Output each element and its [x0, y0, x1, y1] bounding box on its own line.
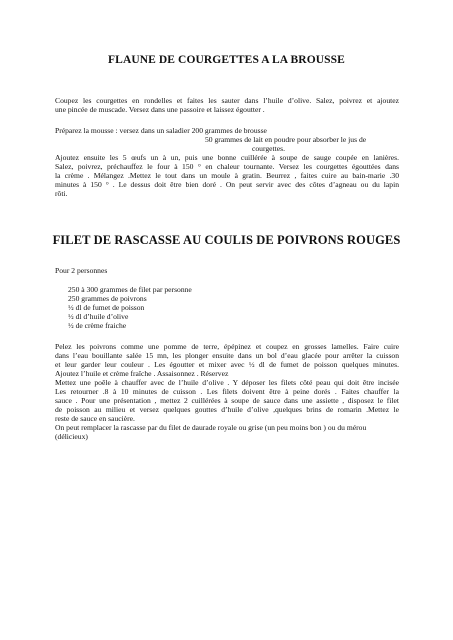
- recipe1-line: courgettes.: [252, 144, 285, 153]
- recipe1-line: rôti.: [55, 189, 68, 198]
- recipe2-line: Ajoutez l’huile et crème fraîche . Assaisonnez . Réservez: [55, 369, 229, 378]
- recipe1-line: Salez, poivrez, préchauffez le four à 150 ° en chaleur tournante. Versez les courgettes égouttées dans: [55, 162, 399, 171]
- recipe1-line: minutes à 150 ° . Le dessus doit être bien doré . On peut servir avec des côtes d’agneau ou du lapin: [55, 180, 399, 189]
- recipe-title-flaune: FLAUNE DE COURGETTES A LA BROUSSE: [108, 54, 345, 66]
- recipe2-line: (délicieux): [55, 432, 88, 441]
- recipe1-line: la crème . Mélangez .Mettez le tout dans un moule à gratin. Beurrez , faites cuire au bain-marie .30: [55, 171, 399, 180]
- recipe1-line: Préparez la mousse : versez dans un saladier 200 grammes de brousse: [55, 126, 267, 135]
- recipe2-line: Pelez les poivrons comme une pomme de terre, épépinez et coupez en grosses lamelles. Faire cuire: [55, 342, 399, 351]
- ingredient-item: ½ dl de fumet de poisson: [68, 303, 145, 312]
- ingredient-item: 250 grammes de poivrons: [68, 294, 147, 303]
- recipe1-line: Coupez les courgettes en rondelles et faites les sauter dans l’huile d’olive. Salez, poivrez et ajoutez: [55, 96, 399, 105]
- recipe1-line: 50 grammes de lait en poudre pour absorber le jus de: [205, 135, 367, 144]
- recipe2-line: sauce . Pour une présentation , mettez 2 cuillérées à soupe de sauce dans une assiette , disposez le filet: [55, 396, 399, 405]
- recipe2-line: reste de sauce en saucière.: [55, 414, 135, 423]
- recipe2-line: On peut remplacer la rascasse par du filet de daurade royale ou grise (un peu moins bon ) ou du mérou: [55, 423, 367, 432]
- recipe1-line: Ajoutez ensuite les 5 œufs un à un, puis une bonne cuillérée à soupe de sauge coupée en lanières.: [55, 153, 399, 162]
- recipe2-line: Les retourner .8 à 10 minutes de cuisson . Les filets doivent être à peine dorés . Faites chauffer la: [55, 387, 399, 396]
- recipe2-line: et leur garder leur couleur . Les égoutter et mixer avec ½ dl de fumet de poisson quelques minutes.: [55, 360, 399, 369]
- recipe2-line: de poisson au milieu et versez quelques gouttes d’huile d’olive ,quelques brins de romarin .Mettez le: [55, 405, 399, 414]
- ingredient-item: ½ dl d’huile d’olive: [68, 312, 129, 321]
- recipe2-line: dans l’eau bouillante salée 15 mn, les plonger ensuite dans un bol d’eau glacée pour arrêter la cuisson: [55, 351, 399, 360]
- recipe2-line: Mettez une poêle à chauffer avec de l’huile d’olive . Y déposer les filets côté peau qui doit être incisée: [55, 378, 399, 387]
- ingredient-item: 250 à 300 grammes de filet par personne: [68, 285, 192, 294]
- recipe-title-rascasse: FILET DE RASCASSE AU COULIS DE POIVRONS ROUGES: [52, 233, 401, 247]
- recipe1-line: une pincée de muscade. Versez dans une passoire et laissez égoutter .: [55, 105, 265, 114]
- servings-text: Pour 2 personnes: [55, 266, 108, 275]
- ingredient-item: ½ de crème fraiche: [68, 321, 127, 330]
